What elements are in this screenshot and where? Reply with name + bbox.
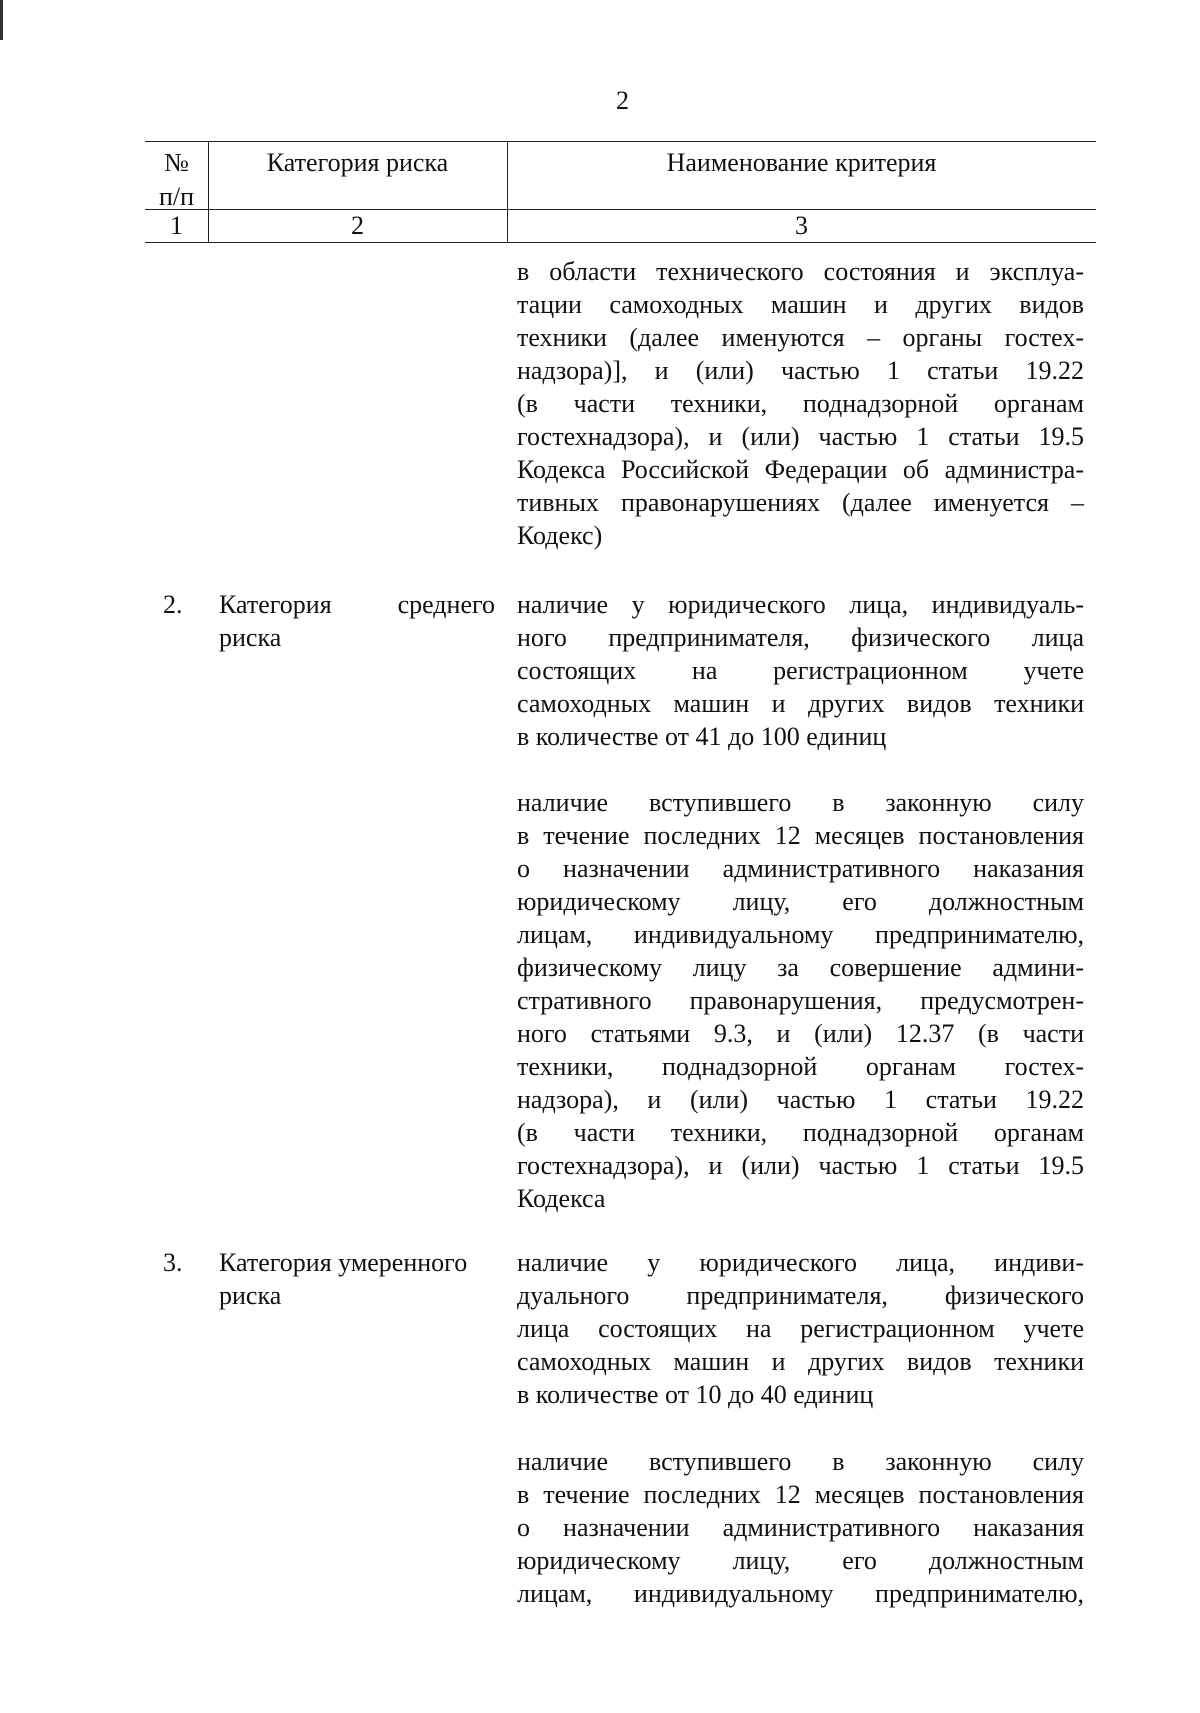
text-line: в количестве от 41 до 100 единиц [517, 722, 887, 751]
text-line: гостехнадзора), и (или) частью 1 статьи 19.5 [517, 1151, 1084, 1180]
text-line: наличие у юридического лица, индиви- [517, 1248, 1084, 1277]
text-line: о назначении административного наказания [517, 854, 1084, 883]
row-criterion-paragraph [517, 786, 1084, 1215]
text-line: лицам, индивидуальному предпринимателю, [517, 920, 1084, 949]
text-line: ного предпринимателя, физического лица [517, 623, 1084, 652]
text-line: тивных правонарушениях (далее именуется – [517, 488, 1084, 517]
text-line: в течение последних 12 месяцев постановления [517, 1480, 1084, 1509]
text-line: юридическому лицу, его должностным [517, 887, 1084, 916]
text-line: в течение последних 12 месяцев постановления [517, 821, 1084, 850]
text-line: техники (далее именуются – органы гостех- [517, 323, 1084, 352]
text-line: в области технического состояния и эксплуа- [517, 257, 1084, 286]
text-line: надзора), и (или) частью 1 статьи 19.22 [517, 1085, 1084, 1114]
text-line: самоходных машин и других видов техники [517, 1347, 1084, 1376]
row-category [219, 588, 495, 654]
text-line: (в части техники, поднадзорной органам [517, 1118, 1084, 1147]
header-col-category: Категория риска [266, 148, 449, 177]
category-line: Категория умеренного [219, 1248, 468, 1277]
text-line: гостехнадзора), и (или) частью 1 статьи 19.5 [517, 422, 1084, 451]
text-line: техники, поднадзорной органам гостех- [517, 1052, 1084, 1081]
category-line: риска [219, 623, 282, 652]
text-line: наличие у юридического лица, индивидуаль- [517, 590, 1084, 619]
text-line: тации самоходных машин и других видов [517, 290, 1084, 319]
column-number-2: 2 [351, 211, 364, 240]
row-criterion-paragraph [517, 1246, 1084, 1411]
text-line: лица состоящих на регистрационном учете [517, 1314, 1084, 1343]
category-word: Категория [219, 590, 332, 619]
text-line: надзора)], и (или) частью 1 статьи 19.22 [517, 356, 1084, 385]
header-col-criterion: Наименование критерия [666, 148, 937, 177]
text-line: Кодекса [517, 1184, 606, 1213]
text-line: дуального предпринимателя, физического [517, 1281, 1084, 1310]
column-number-1: 1 [170, 211, 183, 240]
row-number: 2. [163, 590, 183, 619]
text-line: наличие вступившего в законную силу [517, 788, 1084, 817]
text-line: юридическому лицу, его должностным [517, 1546, 1084, 1575]
text-line: стративного правонарушения, предусмотрен- [517, 986, 1084, 1015]
text-line: Кодекс) [517, 521, 603, 550]
text-line: состоящих на регистрационном учете [517, 656, 1084, 685]
text-line: физическому лицу за совершение админи- [517, 953, 1084, 982]
row-criterion-paragraph [517, 588, 1084, 753]
category-line: риска [219, 1281, 282, 1310]
header-col-number-line2: п/п [158, 182, 195, 211]
text-line: лицам, индивидуальному предпринимателю, [517, 1579, 1084, 1608]
category-line [219, 588, 495, 621]
category-word: среднего [397, 590, 495, 619]
header-col-number-line1: № [164, 148, 189, 177]
continuation-paragraph [517, 255, 1084, 552]
text-line: в количестве от 10 до 40 единиц [517, 1380, 874, 1409]
header-col-number [145, 146, 208, 214]
scan-edge-mark [0, 0, 3, 40]
text-line: ного статьями 9.3, и (или) 12.37 (в части [517, 1019, 1084, 1048]
text-line: наличие вступившего в законную силу [517, 1447, 1084, 1476]
table-numbers-divider [145, 242, 1096, 243]
text-line: (в части техники, поднадзорной органам [517, 389, 1084, 418]
row-number: 3. [163, 1248, 183, 1277]
text-line: Кодекса Российской Федерации об администра- [517, 455, 1084, 484]
row-category [219, 1246, 495, 1312]
text-line: о назначении административного наказания [517, 1513, 1084, 1542]
text-line: самоходных машин и других видов техники [517, 689, 1084, 718]
page-number: 2 [616, 86, 629, 115]
column-number-3: 3 [795, 211, 808, 240]
row-criterion-paragraph [517, 1445, 1084, 1610]
table-top-border [145, 141, 1096, 142]
